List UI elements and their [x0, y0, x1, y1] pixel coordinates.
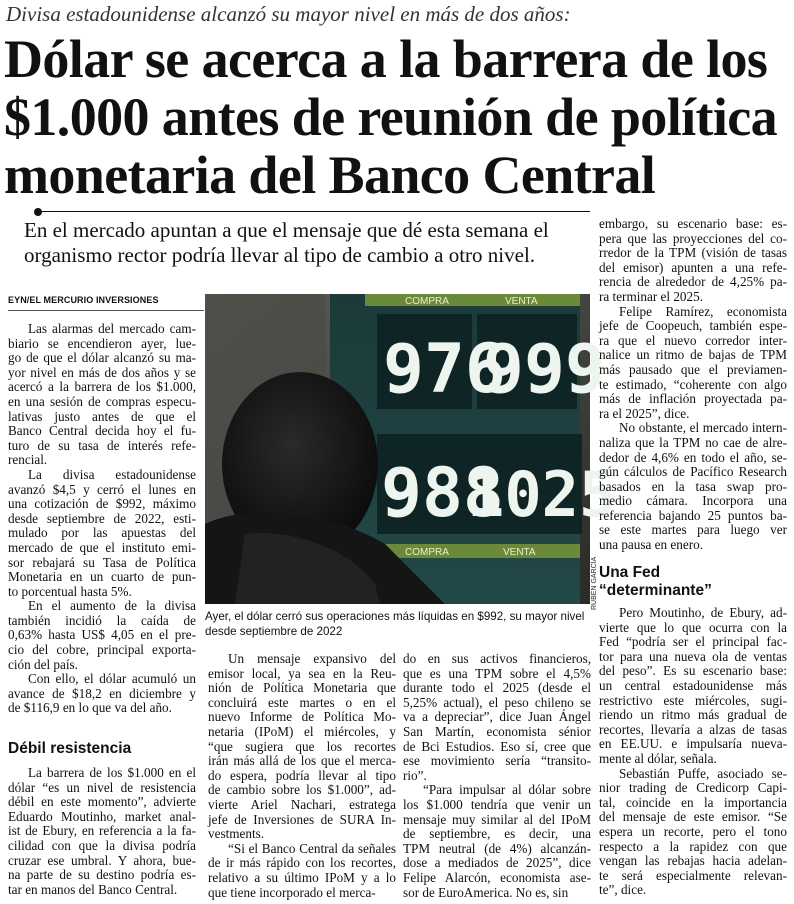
text-line: espera un recorte, pero el tono	[599, 823, 787, 839]
text-line: Sebastián Puffe, asociado se-	[619, 765, 787, 781]
text-line: respecto a la rapidez con que	[599, 838, 787, 854]
paragraph	[8, 322, 196, 468]
text-line: medio cámara. Incorpora una	[599, 493, 787, 509]
column-2	[208, 652, 396, 900]
text-line: go de que el dólar alcanzó su ma-	[8, 350, 196, 366]
text-line: referencia bajando 25 puntos ba-	[599, 507, 787, 523]
subhead-una-fed	[599, 564, 712, 600]
text-line: biario se encendieron ayer, lue-	[8, 335, 196, 351]
text-line: de septiembre, es decir, una	[403, 826, 591, 842]
text-line: también incidió la caída de	[8, 612, 196, 628]
text-line: mulado por las apuestas del	[8, 525, 196, 541]
text-line: mensaje muy similar al del IPoM	[403, 811, 591, 827]
text-line: do en sus activos financieros,	[403, 651, 591, 666]
column-4	[599, 217, 787, 553]
rate-buy-bottom: 988	[381, 454, 504, 533]
text-line: Las alarmas del mercado cam-	[28, 321, 196, 336]
text-line: rio”.	[403, 767, 427, 783]
headline-line: Dólar se acerca a la barrera de los	[4, 29, 768, 89]
text-line: vierte Ariel Nachari, estratega	[208, 796, 396, 812]
text-line: En el aumento de la divisa	[28, 598, 196, 614]
text-line: San Martín, economista sénior	[403, 723, 591, 739]
text-line: concluirá este martes o en el	[208, 694, 396, 710]
text-line: gún cálculos de Pacífico Research	[599, 464, 787, 480]
text-line: restrictivo este miércoles, sugi-	[599, 692, 787, 708]
text-line: del emisor) apunten a una refe-	[599, 259, 787, 275]
text-line: Pero Moutinho, de Ebury, ad-	[619, 605, 787, 620]
text-line: naliza que la TPM no cae de alre-	[599, 434, 787, 450]
text-line: ción del país.	[8, 656, 78, 672]
byline-divider	[8, 310, 204, 311]
text-line: jefe de Inversiones de SURA In-	[208, 811, 396, 827]
text-line: ra terminar el 2025.	[599, 288, 703, 304]
text-line: te estimado, “coherente con algo	[599, 376, 787, 392]
text-line: “que sugiera que los recortes	[208, 738, 396, 754]
paragraph	[8, 672, 196, 716]
rate-sell-bottom: 1025	[467, 458, 617, 531]
paragraph	[403, 783, 591, 900]
text-line: “Para impulsar al dólar sobre	[423, 782, 591, 798]
paragraph	[599, 305, 787, 422]
text-line: netaria (IPoM) el miércoles, y	[208, 723, 396, 739]
text-line: vengan las rebajas hacia adelan-	[599, 853, 787, 869]
text-line: avanzó $4,5 y cerró el lunes en	[8, 481, 196, 497]
subhead-debil-resistencia: Débil resistencia	[8, 740, 132, 757]
text-line: ra el 2025”, dice.	[599, 405, 690, 421]
text-line: una pausa en enero.	[599, 537, 703, 553]
text-line: dose a mediados de 2025”, dice	[403, 855, 591, 871]
article-kicker: Divisa estadounidense alcanzó su mayor nivel en más de dos años:	[6, 2, 571, 26]
text-line: los $1.000 tendría que venir un	[403, 796, 591, 812]
paragraph	[599, 767, 787, 898]
text-line: TPM neutral (de 4%) alcanzán-	[403, 840, 591, 856]
text-line: lativas justo antes de que el	[8, 408, 196, 424]
text-line: La divisa estadounidense	[28, 466, 196, 482]
text-line: “Si el Banco Central da señales	[228, 840, 396, 856]
deck-bullet-icon	[34, 208, 42, 216]
text-line: vestments.	[208, 826, 265, 842]
text-line: nalice un ritmo de bajas de TPM	[599, 347, 787, 363]
text-line: una cotización de $992, máximo	[8, 496, 196, 512]
board-label: COMPRA	[405, 547, 449, 558]
text-line: riendo un ritmo más gradual de	[599, 707, 787, 723]
text-line: emisor local, ya sea en la Reu-	[208, 665, 396, 681]
text-line: que es una TPM sobre el 4,5%	[403, 665, 591, 681]
text-line: Felipe Ramírez, economista	[619, 303, 787, 319]
text-line: de cambio sobre los $1.000”, ad-	[208, 782, 396, 798]
photo-caption	[205, 609, 593, 639]
text-line: más de inflación proyectada pa-	[599, 391, 787, 407]
paragraph	[208, 842, 396, 900]
article-deck	[24, 218, 580, 268]
text-line: 0,63% hasta US$ 4,05 en el pre-	[8, 627, 196, 643]
text-line: rredor de la TPM (visión de tasas	[599, 245, 787, 261]
text-line: Fed “podría ser el principal fac-	[599, 634, 787, 650]
text-line: La barrera de los $1.000 en el	[28, 765, 196, 780]
column-3	[403, 652, 591, 900]
text-line: pera que las proyecciones del co-	[599, 230, 787, 246]
text-line: Monetaria en un cuarto de pun-	[8, 569, 196, 585]
text-line: irán más allá de los que el merca-	[208, 753, 396, 769]
text-line: ese movimiento sería “transito-	[403, 753, 591, 769]
text-line: embargo, su escenario base: es-	[599, 216, 787, 231]
text-line: Con ello, el dólar acumuló un	[28, 671, 196, 687]
text-line: que tiene incorporado el merca-	[208, 884, 376, 900]
text-line: turo de su tasa de interés refe-	[8, 437, 196, 453]
text-line: Eduardo Moutinho, market anal-	[8, 808, 196, 824]
board-label: VENTA	[505, 296, 538, 307]
text-line: dedor de 4,6% en todo el año, se-	[599, 449, 787, 465]
text-line: cio del cobre, principal exporta-	[8, 642, 196, 658]
text-line: mercado de que el instituto emi-	[8, 539, 196, 555]
text-line: en una sesión de compras especu-	[8, 393, 196, 409]
caption-line: desde septiembre de 2022	[205, 625, 343, 638]
text-line: yor nivel en más de dos años y se	[8, 364, 196, 380]
text-line: en EE.UU. e impulsaría nueva-	[599, 736, 787, 752]
text-line: tar en manos del Banco Central.	[8, 881, 178, 897]
article-byline: EYN/EL MERCURIO INVERSIONES	[8, 295, 159, 305]
text-line: acercó a la barrera de los $1.000,	[8, 379, 196, 395]
paragraph	[403, 652, 591, 783]
headline-line: $1.000 antes de reunión de política	[4, 87, 778, 147]
text-line: do espera, podría llevar al tipo	[208, 767, 396, 783]
text-line: ra que el nuevo corredor inter-	[599, 332, 787, 348]
deck-line: En el mercado apuntan a que el mensaje que dé esta semana el	[24, 218, 549, 242]
text-line: jefe de Coopeuch, también espe-	[599, 318, 787, 334]
rate-buy-top: 976	[383, 330, 506, 409]
paragraph	[8, 468, 196, 599]
paragraph	[8, 766, 196, 897]
text-line: dólar “es un nivel de resistencia	[8, 779, 196, 795]
text-line: vierte que lo que ocurra con la	[599, 619, 787, 635]
text-line: más pausado que el previamen-	[599, 361, 787, 377]
subhead-line: Una Fed	[599, 564, 661, 581]
text-line: avance de $18,2 en diciembre y	[8, 685, 196, 701]
text-line: basados en la tasa swap pro-	[599, 478, 787, 494]
text-line: Felipe Alarcón, economista ase-	[403, 869, 591, 885]
subhead-line: “determinante”	[599, 582, 712, 599]
caption-line: Ayer, el dólar cerró sus operaciones más líquidas en $992, su mayor nivel	[205, 610, 585, 623]
text-line: un central estadounidense más	[599, 677, 787, 693]
board-label: COMPRA	[405, 296, 449, 307]
text-line: 5,25% actual), el peso chileno se	[403, 694, 591, 710]
text-line: sor rebajará su Tasa de Política	[8, 554, 196, 570]
text-line: débil en este momento”, advierte	[8, 794, 196, 810]
photo-credit: RUBÉN GARCÍA	[591, 556, 598, 610]
column-1	[8, 322, 196, 716]
text-line: se este martes para luego ver	[599, 522, 787, 538]
text-line: mente al dólar, señala.	[599, 750, 717, 766]
headline-line: monetaria del Banco Central	[4, 145, 656, 205]
text-line: nior trading de Credicorp Capi-	[599, 780, 787, 796]
text-line: nión de Política Monetaria que	[208, 680, 396, 696]
text-line: durante todo el 2025 (desde el	[403, 680, 591, 696]
text-line: de $116,9 en lo que va del año.	[8, 700, 172, 716]
text-line: tor para una nueva ola de ventas	[599, 648, 787, 664]
text-line: va a depreciar”, dice Juan Ángel	[403, 709, 591, 725]
text-line: del peso”. Es su escenario base:	[599, 663, 787, 679]
text-line: sor de EuroAmerica. No es, sin	[403, 884, 569, 900]
text-line: tal, coincide en la importancia	[599, 794, 787, 810]
deck-divider	[42, 211, 590, 212]
text-line: recortes, llevaría a alzas de tasas	[599, 721, 787, 737]
paragraph	[208, 652, 396, 842]
text-line: to porcentual hasta 5%.	[8, 583, 132, 599]
paragraph	[8, 599, 196, 672]
text-line: te”, dice.	[599, 882, 647, 898]
text-line: na parte de su destino podría es-	[8, 867, 196, 883]
text-line: No obstante, el mercado intern-	[619, 420, 787, 436]
column-4-after-subhead	[599, 606, 787, 898]
rate-sell-top: 999	[483, 330, 606, 409]
text-line: relativo a su último IPoM y a lo	[208, 869, 396, 885]
text-line: de ir más rápido con los recortes,	[208, 855, 396, 871]
text-line: del mensaje de este emisor. “Se	[599, 809, 787, 825]
paragraph	[599, 217, 787, 305]
deck-line: organismo rector podría llevar al tipo de cambio a otro nivel.	[24, 243, 536, 267]
paragraph	[599, 606, 787, 767]
text-line: rencia de alrededor de 4,25% pa-	[599, 274, 787, 290]
text-line: de Bci Estudios. Eso sí, cree que	[403, 738, 591, 754]
text-line: desde septiembre de 2022, esti-	[8, 510, 196, 526]
text-line: nuevo Informe de Política Mo-	[208, 709, 396, 725]
text-line: Un mensaje expansivo del	[228, 651, 396, 666]
text-line: ist de Ebury, en referencia a la fa-	[8, 823, 196, 839]
column-1-after-subhead	[8, 766, 196, 897]
article-headline	[4, 30, 790, 204]
text-line: cilidad con que la divisa podría	[8, 837, 196, 853]
text-line: rencial.	[8, 452, 48, 468]
paragraph	[599, 421, 787, 552]
text-line: te será especialmente relevan-	[599, 867, 787, 883]
text-line: Banco Central decida hoy el fu-	[8, 423, 196, 439]
text-line: cruzar ese umbral. Y ahora, bue-	[8, 852, 196, 868]
board-label: VENTA	[503, 547, 536, 558]
